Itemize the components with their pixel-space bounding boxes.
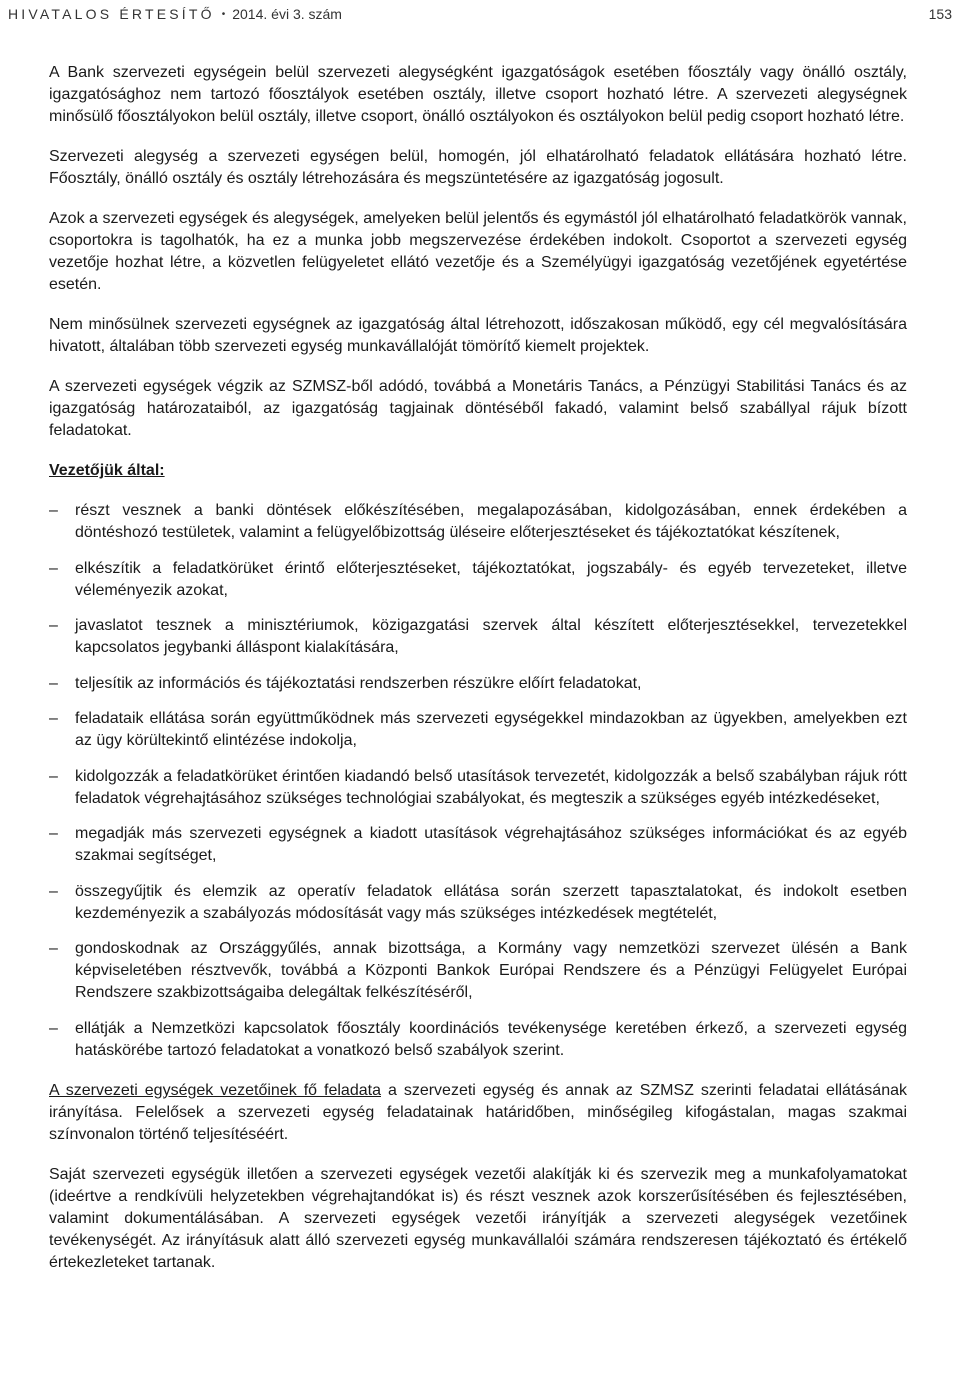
list-item-text: részt vesznek a banki döntések előkészítésében, megalapozásában, kidolgozásában, ennek érdekében a döntéshozó testületek, valamint a felügyelőbizottság üléseire előterjesztéseket és tájékoztatókat készítenek,: [75, 502, 907, 541]
list-item-text: elkészítik a feladatkörüket érintő előterjesztéseket, tájékoztatókat, jogszabály- és egyéb tervezeteket, illetve véleményezik azokat,: [75, 559, 907, 599]
list-item-text: megadják más szervezeti egységnek a kiadott utasítások végrehajtásához szükséges információkat és az egyéb szakmai segítséget,: [75, 825, 907, 864]
paragraph-subunit-definition: Szervezeti alegység a szervezeti egységen belül, homogén, jól elhatárolható feladatok ellátására hozható létre. Főosztály, önálló osztály és osztály létrehozására és megszüntetésére az igazgatóság jogosult.: [49, 148, 907, 187]
list-item: [49, 708, 907, 752]
journal-title: HIVATALOS ÉRTESÍTŐ: [8, 6, 215, 22]
dash-bullet: –: [49, 617, 58, 634]
paragraph-projects: Nem minősülnek szervezeti egységnek az igazgatóság által létrehozott, időszakosan működő, egy cél megvalósítására hivatott, általában több szervezeti egység munkavállalóját tömörítő kiemelt projektek.: [49, 316, 907, 355]
list-item-text: gondoskodnak az Országgyűlés, annak bizottsága, a Kormány vagy nemzetközi szervezet ülésén a Bank képviseletében résztvevők, továbbá a Központi Bankok Európai Rendszere és a Pénzügyi Felügyelet Európai Rendszere szakbizottságaiba delegáltak felkészítéséről,: [75, 940, 907, 1001]
dash-bullet: –: [49, 767, 58, 785]
list-item-text: ellátják a Nemzetközi kapcsolatok főosztály koordinációs tevékenysége keretében érkező, a szervezeti egység hatáskörébe tartozó feladatokat a vonatkozó belső szabályok szerint.: [75, 1019, 907, 1059]
issue-label: 2014. évi 3. szám: [232, 6, 342, 22]
dash-bullet: –: [49, 674, 58, 692]
page-number: 153: [928, 6, 952, 22]
leaders-rest-text: a szervezeti egység és annak az SZMSZ szerinti feladatai ellátásának irányítása. Felelősek a szervezeti egység feladatainak határidőben, minőségileg kifogástalan, magas szakmai színvonalon történő teljesítéséért.: [49, 1081, 907, 1143]
list-item-text: összegyűjtik és elemzik az operatív feladatok ellátása során szerzett tapasztalatokat, és indokolt esetben kezdeményezik a szabályozás módosítását vagy más szükséges intézkedések megtételét,: [75, 882, 907, 922]
dash-bullet: –: [49, 502, 58, 519]
paragraph-tasks: A szervezeti egységek végzik az SZMSZ-ből adódó, továbbá a Monetáris Tanács, a Pénzügyi Stabilitási Tanács és az igazgatóság határozataiból, az igazgatóság tagjainak döntéséből fakadó, valamint belső szabállyal rájuk bízott feladatokat.: [49, 378, 907, 439]
list-item: [49, 500, 907, 544]
document-body: [49, 62, 907, 1292]
list-item: [49, 766, 907, 810]
list-item: [49, 881, 907, 925]
paragraph-subunits: A Bank szervezeti egységein belül szervezeti alegységként igazgatóságok esetében főosztály vagy önálló osztály, igazgatósághoz nem tartozó főosztályok esetében osztály, illetve csoport hozható létre. A szervezeti alegységnek minősülő főosztályokon belül osztály, illetve csoport, önálló osztályokon és osztályokon belül pedig csoport hozható létre.: [49, 64, 907, 125]
list-item-text: feladataik ellátása során együttműködnek más szervezeti egységekkel mindazokban az ügyekben, amelyekben ezt az ügy körültekintő elintézése indokolja,: [75, 710, 907, 749]
dash-bullet: –: [49, 825, 58, 842]
leaders-underlined-phrase: A szervezeti egységek vezetőinek fő feladata: [49, 1081, 381, 1099]
list-item-text: kidolgozzák a feladatkörüket érintően kiadandó belső utasítások tervezetét, kidolgozzák a belső szabályban rájuk rótt feladatok végrehajtásához szükséges technológiai szabályokat, és megteszik a szükséges egyéb intézkedéseket,: [75, 767, 907, 807]
page-header: [8, 4, 952, 24]
header-separator: •: [221, 8, 226, 20]
list-item: [49, 558, 907, 602]
list-item-text: javaslatot tesznek a minisztériumok, közigazgatási szervek által készített előterjesztésekkel, tervezetekkel kapcsolatos jegybanki álláspont kialakítására,: [75, 617, 907, 656]
dash-bullet: –: [49, 940, 58, 957]
dash-bullet: –: [49, 1019, 58, 1037]
list-item: [49, 615, 907, 659]
paragraph-leaders-workflows: Saját szervezeti egységük illetően a szervezeti egységek vezetői alakítják ki és szervezik meg a munkafolyamatokat (ideértve a rendkívüli helyzetekben végrehajtandókat is) és részt vesznek azok korszerűsítésében és fejlesztésében, valamint dokumentálásában. A szervezeti egységek vezetői irányítják a szervezeti alegységek vezetőinek tevékenységét. Az irányításuk alatt álló szervezeti egység munkavállalói számára rendszeresen tájékoztató és értékelő értekezleteket tartanak.: [49, 1165, 907, 1271]
dash-bullet: –: [49, 710, 58, 727]
duties-list: [49, 500, 907, 1062]
section-heading: Vezetőjük által:: [49, 462, 165, 479]
dash-bullet: –: [49, 882, 58, 900]
paragraph-leaders-main-task: [49, 1080, 907, 1146]
paragraph-groups: Azok a szervezeti egységek és alegységek, amelyeken belül jelentős és egymástól jól elhatárolható feladatkörök vannak, csoportokra is tagolhatók, ha ez a munka jobb megszervezése érdekében indokolt. Csoportot a szervezeti egység vezetője hozhat létre, a közvetlen felügyeletet ellátó vezetője és a Személyügyi igazgatóság vezetőjének egyetértése esetén.: [49, 210, 907, 293]
header-left: [8, 6, 342, 22]
list-item: [49, 938, 907, 1004]
list-item-text: teljesítik az információs és tájékoztatási rendszerben részükre előírt feladatokat,: [75, 674, 642, 692]
list-item: [49, 823, 907, 867]
dash-bullet: –: [49, 559, 58, 577]
list-item: [49, 673, 907, 695]
list-item: [49, 1018, 907, 1062]
